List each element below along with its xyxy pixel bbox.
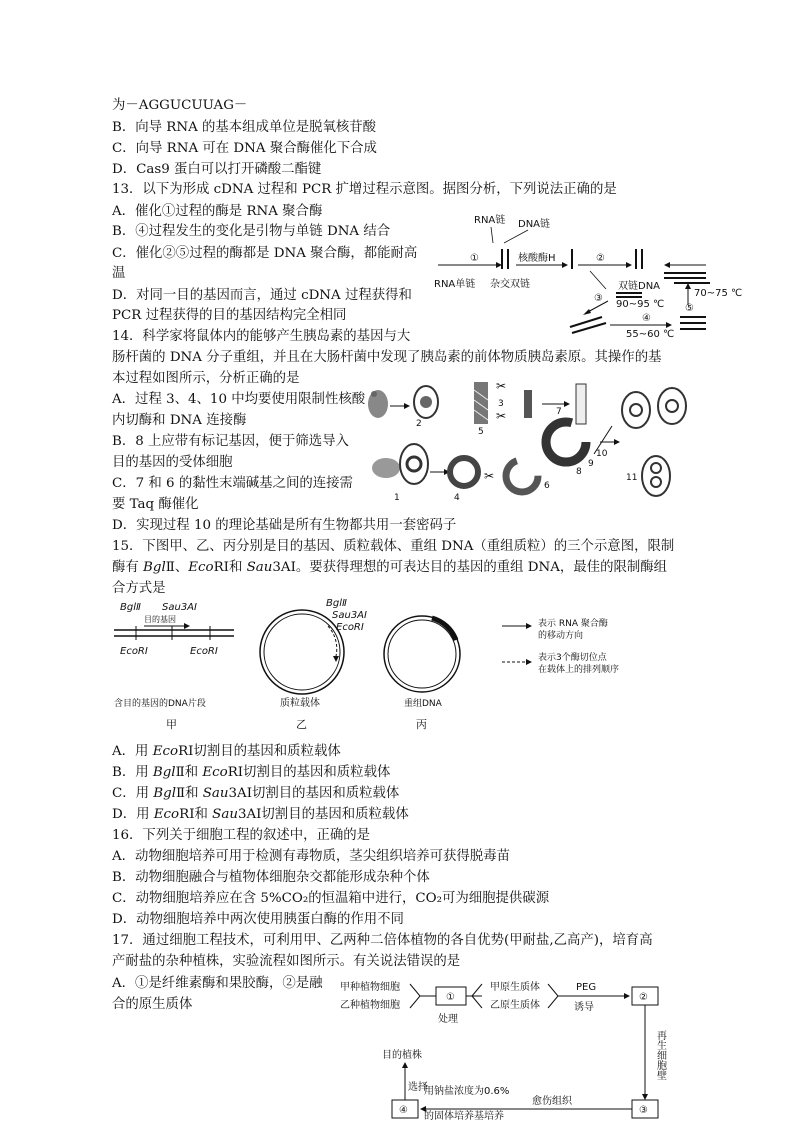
- fig17-plant-yi: 乙种植物细胞: [340, 1000, 400, 1011]
- fig17-step1: ①: [446, 992, 455, 1003]
- option-b: B．向导 RNA 的基本组成单位是脱氧核苷酸: [112, 120, 377, 135]
- q13-option-c-cont: 温: [112, 266, 126, 281]
- fig14-label-5: 5: [478, 427, 484, 437]
- fig15-legend2: 表示3个酶切位点: [538, 653, 607, 663]
- text-line: 为－AGGUCUUAG－: [112, 98, 248, 113]
- q14-option-b: B．8 上应带有标记基因，便于筛选导入: [112, 434, 349, 449]
- fig13-step5: ⑤: [685, 303, 694, 314]
- fig13-enzyme-h: 核酸酶H: [518, 253, 556, 264]
- fig14-label-2: 2: [416, 419, 422, 429]
- fig17-peg: PEG: [576, 982, 597, 993]
- fig13-rna-single: RNA单链: [434, 279, 476, 290]
- fig17-callus: 愈伤组织: [532, 1096, 572, 1107]
- fig17-step4: ④: [399, 1105, 408, 1116]
- fig17-step2: ②: [639, 992, 648, 1003]
- option-d: D．Cas9 蛋白可以打开磷酸二酯键: [112, 162, 322, 177]
- fig13-step1: ①: [470, 253, 479, 264]
- fig15-label-bing: 丙: [416, 718, 427, 731]
- q16-option-d: D．动物细胞培养中两次使用胰蛋白酶的作用不同: [112, 912, 404, 927]
- q13-option-d-cont: PCR 过程获得的目的基因结构完全相同: [112, 308, 347, 323]
- scissors-icon: ✂: [484, 469, 495, 483]
- question-14-cont: 肠杆菌的 DNA 分子重组，并且在大肠杆菌中发现了胰岛素的前体物质胰岛素原。其操作的基: [112, 350, 662, 365]
- q13-option-b: B．④过程发生的变化是引物与单链 DNA 结合: [112, 224, 391, 239]
- fig17-proto-yi: 乙原生质体: [490, 1000, 540, 1011]
- figure-q17-flowchart: [332, 976, 680, 1120]
- bacteria-icon: [372, 458, 400, 478]
- option-c: C．向导 RNA 可在 DNA 聚合酶催化下合成: [112, 141, 377, 156]
- fig15-sau-label: Sau3AⅠ: [332, 610, 367, 621]
- plasmid-icon: [450, 458, 478, 486]
- question-15-cont: 酶有 BglⅡ、EcoRⅠ和 Sau3AⅠ。要获得理想的可表达目的基因的重组 DNA，最佳的限制酶组: [112, 560, 668, 575]
- bacterium-icon: [658, 388, 686, 424]
- fig15-eco-label: EcoRⅠ: [336, 622, 364, 633]
- fig13-temp3: 70~75 ℃: [694, 288, 743, 299]
- fig13-step4: ④: [642, 313, 651, 324]
- fig17-regen: 再生细胞壁: [654, 1030, 666, 1080]
- q17-option-a-cont: 合的原生质体: [112, 997, 193, 1012]
- fig13-dna-chain-label: DNA链: [518, 219, 551, 230]
- fig14-label-3: 3: [498, 399, 504, 409]
- figure-q15-restriction: [114, 596, 754, 736]
- fig14-label-10: 10: [596, 449, 608, 459]
- dna-helix-icon: [474, 382, 488, 424]
- fig13-rna-chain-label: RNA链: [474, 215, 506, 226]
- q13-option-d: D．对同一目的基因而言，通过 cDNA 过程获得和: [112, 288, 412, 303]
- q15-option-b: B．用 BglⅡ和 EcoRⅠ切割目的基因和质粒载体: [112, 765, 391, 780]
- fig17-step3: ③: [639, 1105, 648, 1116]
- q14-option-c: C．7 和 6 的黏性末端碱基之间的连接需: [112, 476, 353, 491]
- fig15-target-gene-label: 目的基因: [144, 615, 176, 624]
- fig17-target-plant: 目的植株: [382, 1050, 422, 1061]
- recombinant-plasmid-icon: [546, 422, 586, 462]
- q15-option-a: A．用 EcoRⅠ切割目的基因和质粒载体: [112, 744, 341, 759]
- fig13-hybrid: 杂交双链: [490, 279, 530, 290]
- bacterium-icon: [622, 392, 650, 428]
- fig15-sau-label: Sau3AⅠ: [162, 602, 197, 613]
- q14-option-c-cont: 要 Taq 酶催化: [112, 497, 199, 512]
- q17-option-a: A．①是纤维素酶和果胶酶，②是融: [112, 976, 323, 991]
- cut-plasmid-icon: [506, 460, 538, 492]
- fig15-eco-label: EcoRⅠ: [190, 646, 218, 657]
- question-14: 14．科学家将鼠体内的能够产生胰岛素的基因与大: [112, 329, 411, 344]
- fig13-temp1: 90~95 ℃: [616, 299, 665, 310]
- q13-option-c: C．催化②⑤过程的酶都是 DNA 聚合酶，都能耐高: [112, 246, 418, 261]
- question-16: 16．下列关于细胞工程的叙述中，正确的是: [112, 828, 371, 843]
- fig14-label-7: 7: [556, 407, 562, 417]
- q14-option-a-cont: 内切酶和 DNA 连接酶: [112, 413, 247, 428]
- q14-option-b-cont: 目的基因的受体细胞: [112, 455, 233, 470]
- fig13-step3: ③: [594, 293, 603, 304]
- question-17: 17．通过细胞工程技术，可利用甲、乙两种二倍体植物的各自优势(甲耐盐,乙高产)，培育高: [112, 933, 653, 948]
- scissors-icon: ✂: [496, 379, 507, 393]
- fig14-label-11: 11: [626, 473, 638, 483]
- fig15-label-yi: 乙: [296, 718, 307, 731]
- figure-q14-recombinant-dna: [368, 376, 704, 510]
- fig14-label-4: 4: [454, 493, 460, 503]
- q16-option-a: A．动物细胞培养可用于检测有毒物质，茎尖组织培养可获得脱毒苗: [112, 849, 510, 864]
- fig17-medium1: 用钠盐浓度为0.6%: [424, 1086, 510, 1097]
- fig15-bgl-label: BglⅡ: [326, 598, 347, 609]
- fig15-label-jia: 甲: [166, 718, 177, 731]
- fig15-caption-jia: 含目的基因的DNA片段: [114, 699, 206, 709]
- question-13: 13．以下为形成 cDNA 过程和 PCR 扩增过程示意图。据图分析，下列说法正确的是: [112, 182, 617, 197]
- question-14-cont2: 本过程如图所示，分析正确的是: [112, 371, 300, 386]
- fig15-caption-bing: 重组DNA: [404, 699, 442, 709]
- q15-option-d: D．用 EcoRⅠ和 Sau3AⅠ切割目的基因和质粒载体: [112, 807, 409, 822]
- question-17-cont: 产耐盐的杂种植株，实验流程如图所示。有关说法错误的是: [112, 954, 461, 969]
- fig15-caption-yi: 质粒载体: [280, 698, 320, 709]
- fig13-temp2: 55~60 ℃: [626, 329, 675, 340]
- question-15-cont2: 合方式是: [112, 581, 166, 596]
- fig17-plant-jia: 甲种植物细胞: [340, 982, 400, 993]
- fig15-bgl-label: BglⅡ: [120, 602, 141, 613]
- q13-option-a: A．催化①过程的酶是 RNA 聚合酶: [112, 204, 323, 219]
- q14-option-a: A．过程 3、4、10 中均要使用限制性核酸: [112, 392, 366, 407]
- figure-q13-cdna-pcr: [430, 205, 743, 340]
- question-15: 15．下图甲、乙、丙分别是目的基因、质粒载体、重组 DNA（重组质粒）的三个示意图，限制: [112, 539, 675, 554]
- fig17-induce: 诱导: [574, 1002, 594, 1013]
- bacterium-icon: [400, 444, 428, 484]
- fig15-legend1: 表示 RNA 聚合酶: [538, 619, 608, 629]
- mouse-icon: [368, 390, 388, 418]
- fig17-proto-jia: 甲原生质体: [490, 982, 540, 993]
- fig14-label-1: 1: [394, 493, 400, 503]
- q16-option-c: C．动物细胞培养应在含 5%CO₂的恒温箱中进行，CO₂可为细胞提供碳源: [112, 891, 550, 906]
- scissors-icon: ✂: [496, 409, 507, 423]
- fig13-ds-dna: 双链DNA: [618, 281, 661, 292]
- fig14-label-9: 9: [588, 459, 594, 469]
- target-gene-fragment: [524, 390, 532, 418]
- q15-option-c: C．用 BglⅡ和 Sau3AⅠ切割目的基因和质粒载体: [112, 786, 400, 801]
- fig17-medium2: 的固体培养基培养: [424, 1111, 504, 1122]
- fig13-step2: ②: [596, 253, 605, 264]
- fig17-process: 处理: [438, 1014, 458, 1025]
- fig14-label-6: 6: [544, 481, 550, 491]
- q16-option-b: B．动物细胞融合与植物体细胞杂交都能形成杂种个体: [112, 870, 430, 885]
- fig14-label-8: 8: [576, 467, 582, 477]
- fig15-legend1-cont: 的移动方向: [538, 631, 584, 641]
- fig15-eco-label: EcoRⅠ: [120, 646, 148, 657]
- plasmid-vector-icon: [260, 610, 344, 694]
- fig17-select: 选择: [408, 1082, 428, 1093]
- fig15-legend2-cont: 在载体上的排列顺序: [538, 665, 620, 675]
- q14-option-d: D．实现过程 10 的理论基础是所有生物都共用一套密码子: [112, 518, 457, 533]
